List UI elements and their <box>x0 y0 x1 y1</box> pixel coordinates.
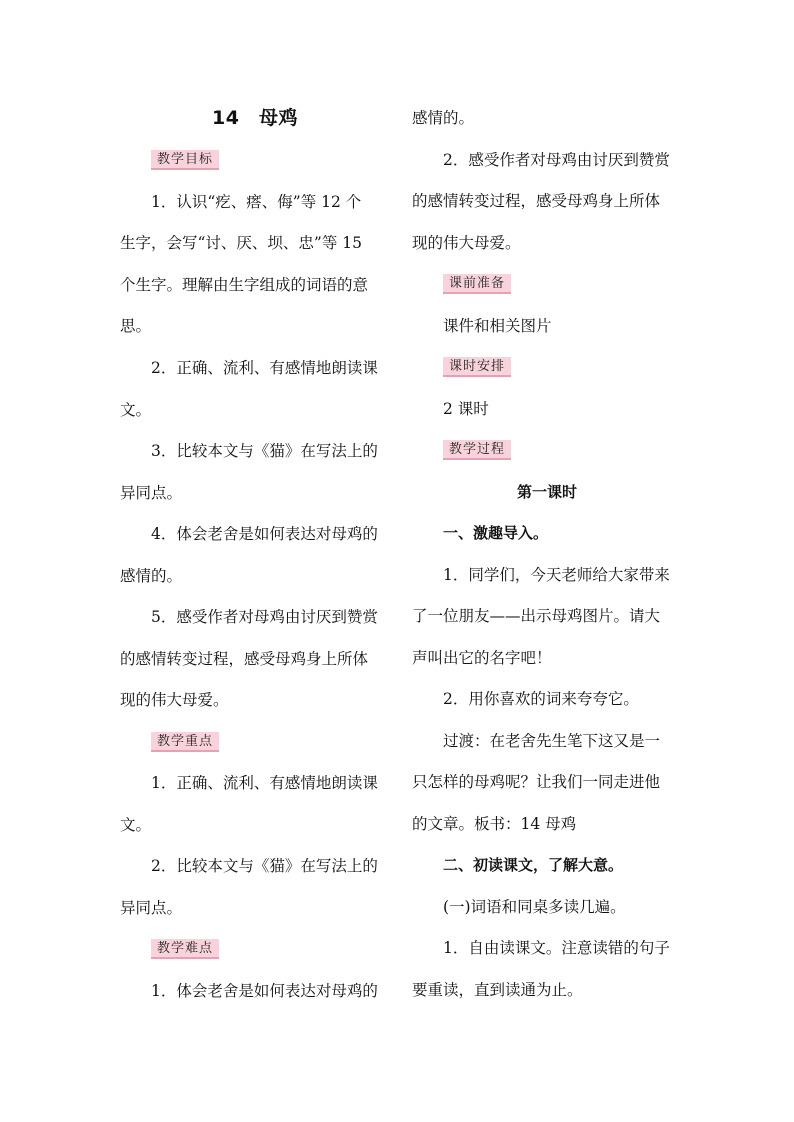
paragraph-line: 现的伟大母爱。 <box>120 691 229 709</box>
paragraph-line: 1．同学们，今天老师给大家带来 <box>443 566 670 584</box>
paragraph-line: 课件和相关图片 <box>443 317 552 335</box>
paragraph-line: 只怎样的母鸡呢？让我们一同走进他 <box>412 773 661 791</box>
paragraph-line: 1．正确、流利、有感情地朗读课 <box>151 774 378 792</box>
section-badge-teaching-goals: 教学目标 <box>151 150 219 170</box>
section-badge-preparation: 课前准备 <box>443 274 511 294</box>
paragraph-line: 生字，会写“讨、厌、坝、忠”等 15 <box>120 234 362 252</box>
paragraph-line: 要重读，直到读通为止。 <box>412 981 583 999</box>
paragraph-line: 1．体会老舍是如何表达对母鸡的 <box>151 982 378 1000</box>
lesson-session-heading: 第一课时 <box>516 483 577 501</box>
step-heading: 一、激趣导入。 <box>443 524 549 542</box>
paragraph-line: 1．自由读课文。注意读错的句子 <box>443 939 670 957</box>
paragraph-line: 2 课时 <box>443 400 489 418</box>
paragraph-line: 的文章。板书：14 母鸡 <box>412 815 577 833</box>
paragraph-line: 4．体会老舍是如何表达对母鸡的 <box>151 525 378 543</box>
paragraph-line: 2．比较本文与《猫》在写法上的 <box>151 857 378 875</box>
paragraph-line: 异同点。 <box>120 484 183 502</box>
paragraph-line: 3．比较本文与《猫》在写法上的 <box>151 442 378 460</box>
paragraph-line: 感情的。 <box>120 567 183 585</box>
paragraph-line: 1．认识“疙、瘩、侮”等 12 个 <box>151 193 362 211</box>
step-heading: 二、初读课文，了解大意。 <box>443 856 624 874</box>
paragraph-line: 思。 <box>120 317 152 335</box>
paragraph-line: 2．正确、流利、有感情地朗读课 <box>151 359 378 377</box>
paragraph-line: 声叫出它的名字吧！ <box>412 649 552 667</box>
paragraph-line: 的感情转变过程，感受母鸡身上所体 <box>412 192 661 210</box>
section-badge-schedule: 课时安排 <box>443 357 511 377</box>
section-badge-key-points: 教学重点 <box>151 732 219 752</box>
section-badge-process: 教学过程 <box>443 440 511 460</box>
paragraph-line: 了一位朋友——出示母鸡图片。请大 <box>412 607 661 625</box>
paragraph-line: 感情的。 <box>412 109 475 127</box>
paragraph-line: 个生字。理解由生字组成的词语的意 <box>120 276 369 294</box>
paragraph-line: 2．用你喜欢的词来夸夸它。 <box>443 690 639 708</box>
paragraph-line: 异同点。 <box>120 899 183 917</box>
paragraph-line: (一)词语和同桌多读几遍。 <box>443 898 626 916</box>
paragraph-line: 文。 <box>120 816 152 834</box>
paragraph-line: 文。 <box>120 401 152 419</box>
paragraph-line: 的感情转变过程，感受母鸡身上所体 <box>120 650 369 668</box>
lesson-title: 14 母鸡 <box>212 107 298 129</box>
paragraph-line: 现的伟大母爱。 <box>412 234 521 252</box>
section-badge-difficult-points: 教学难点 <box>151 939 219 959</box>
paragraph-line: 2．感受作者对母鸡由讨厌到赞赏 <box>443 151 670 169</box>
paragraph-line: 5．感受作者对母鸡由讨厌到赞赏 <box>151 608 378 626</box>
paragraph-line: 过渡：在老舍先生笔下这又是一 <box>443 732 661 750</box>
